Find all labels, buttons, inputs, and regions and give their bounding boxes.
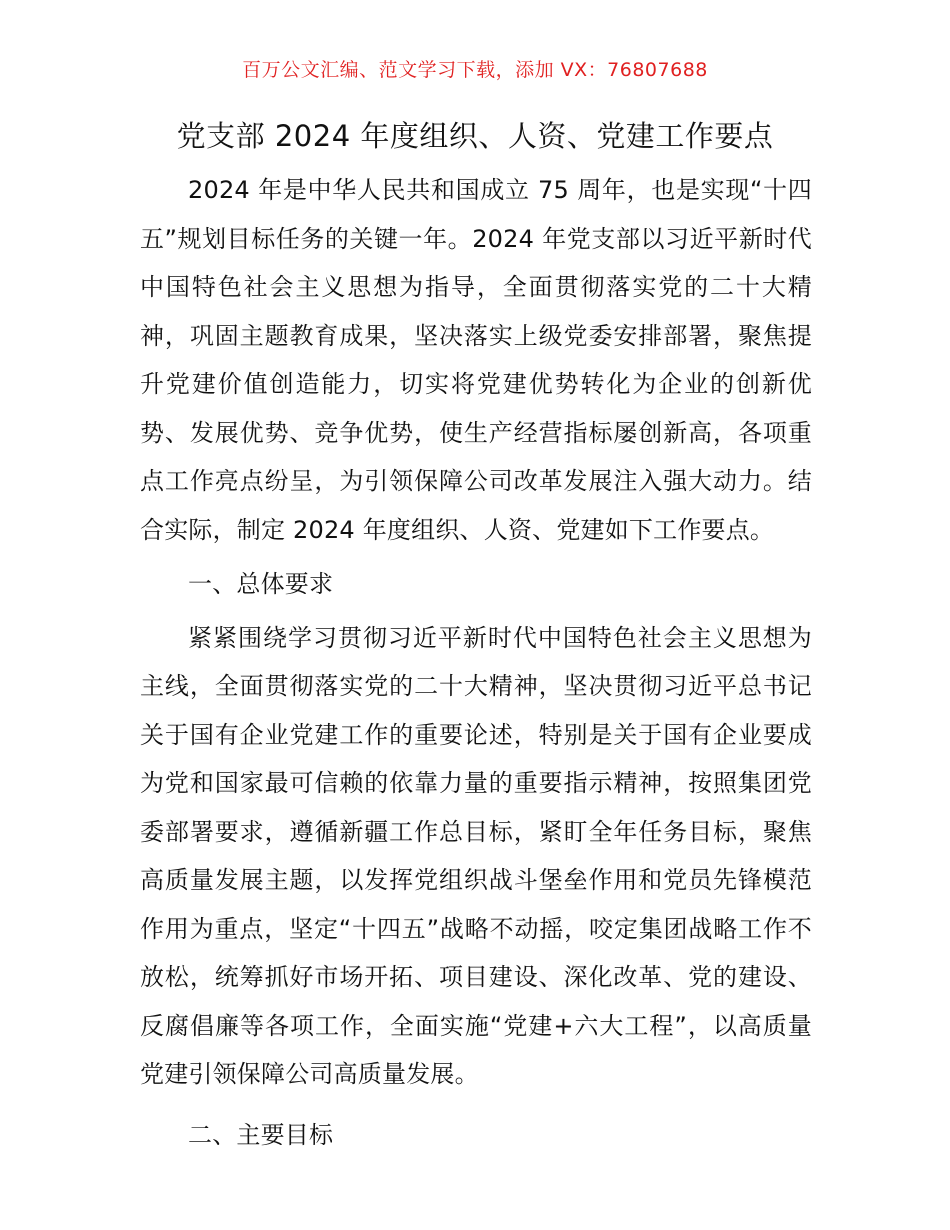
section-paragraph-general-requirements: 紧紧围绕学习贯彻习近平新时代中国特色社会主义思想为主线，全面贯彻落实党的二十大精神，坚决贯彻习近平总书记关于国有企业党建工作的重要论述，特别是关于国有企业要成为党和国家最可信赖的依靠力量的重要指示精神，按照集团党委部署要求，遵循新疆工作总目标，紧盯全年任务目标，聚焦高质量发展主题，以发挥党组织战斗堡垒作用和党员先锋模范作用为重点，坚定“十四五”战略不动摇，咬定集团战略工作不放松，统筹抓好市场开拓、项目建设、深化改革、党的建设、反腐倡廉等各项工作，全面实施“党建+六大工程”，以高质量党建引领保障公司高质量发展。: [140, 623, 812, 1088]
document-body: [140, 166, 812, 1164]
section-heading-general-requirements: 一、总体要求: [188, 570, 334, 598]
intro-paragraph: 2024 年是中华人民共和国成立 75 周年，也是实现“十四五”规划目标任务的关键一年。2024 年党支部以习近平新时代中国特色社会主义思想为指导，全面贯彻落实党的二十大精神，巩固主题教育成果，坚决落实上级党委安排部署，聚焦提升党建价值创造能力，切实将党建优势转化为企业的创新优势、发展优势、竞争优势，使生产经营指标屡创新高，各项重点工作亮点纷呈，为引领保障公司改革发展注入强大动力。结合实际，制定 2024 年度组织、人资、党建如下工作要点。: [140, 176, 812, 544]
section-heading-main-objectives: 二、主要目标: [188, 1120, 334, 1149]
document-title: 党支部 2024 年度组织、人资、党建工作要点: [176, 119, 774, 153]
watermark-banner: 百万公文汇编、范文学习下载，添加 VX：76807688: [242, 59, 708, 81]
